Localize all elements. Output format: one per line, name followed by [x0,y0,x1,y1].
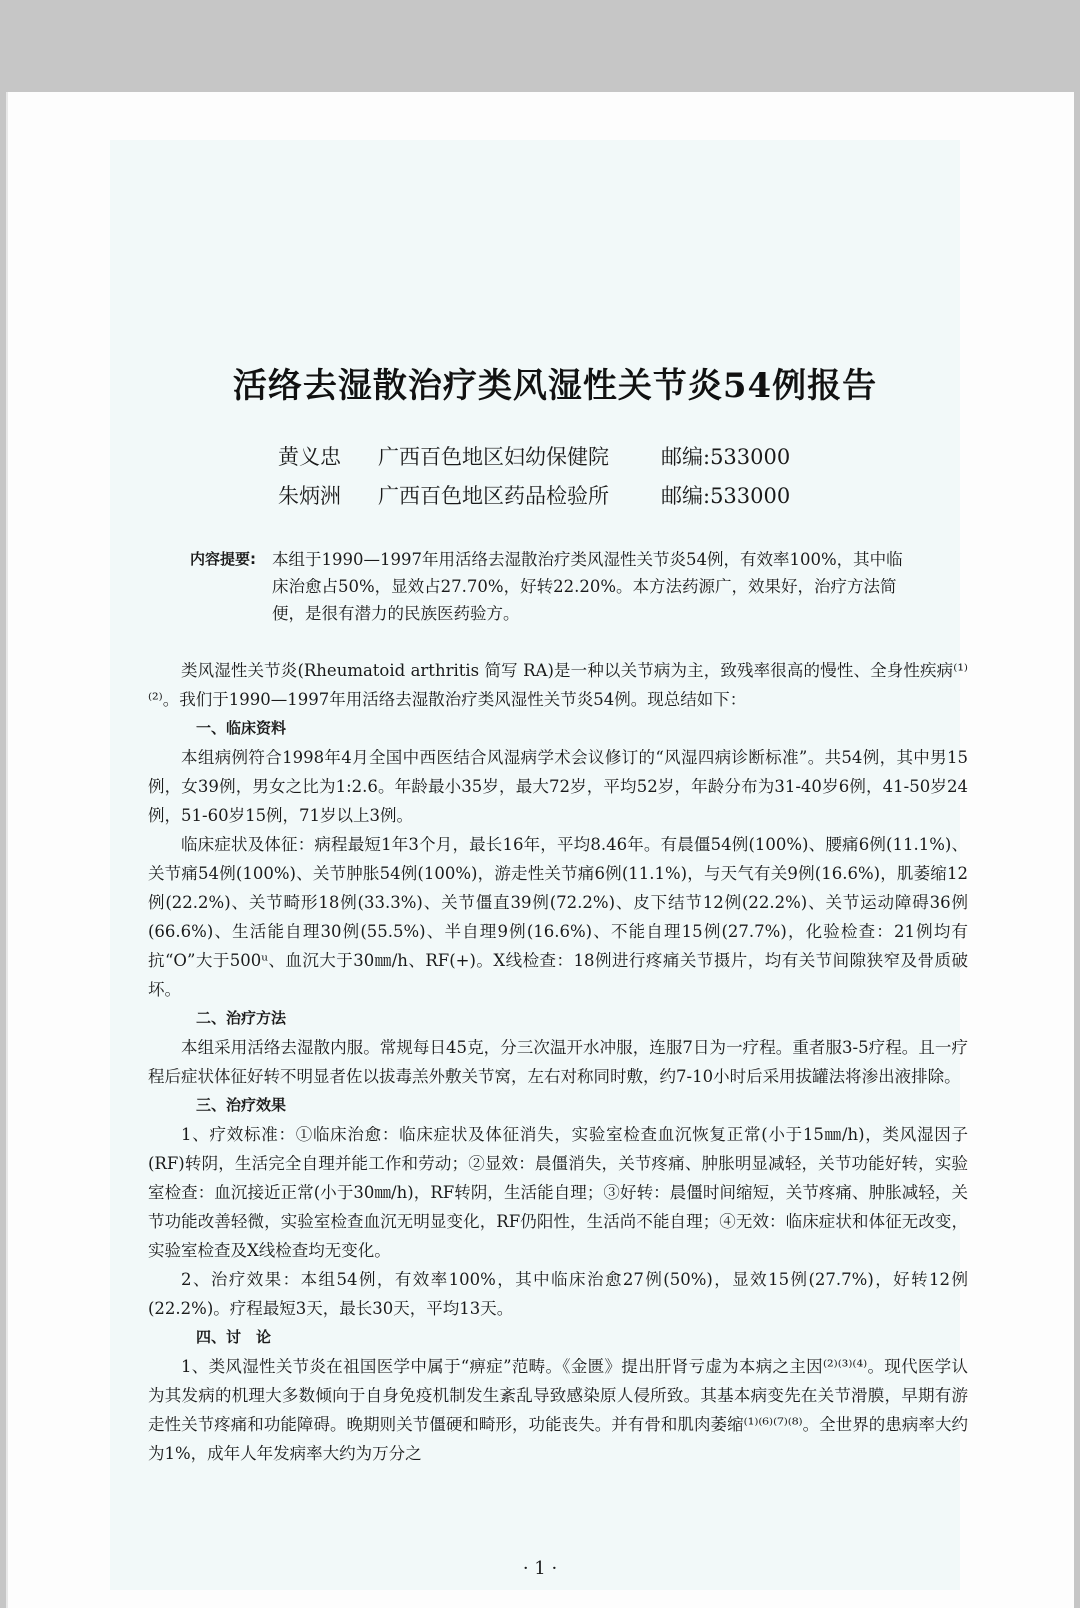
author-postcode: 邮编:533000 [661,484,791,508]
abstract-label: 内容提要: [190,550,256,568]
section-heading: 四、讨 论 [196,1328,272,1346]
author-name: 黄义忠 [278,445,341,469]
abstract [190,546,910,627]
author-institution: 广西百色地区药品检验所 [378,484,609,508]
paragraph: 本组病例符合1998年4月全国中西医结合风湿病学术会议修订的“风湿四病诊断标准”。共54例，其中男15例，女39例，男女之比为1:2.6。年龄最小35岁，最大72岁，平均52岁，年龄分布为31-40岁6例，41-50岁24例，51-60岁15例，71岁以上3例。 [148,748,968,825]
author-row [278,438,790,477]
section-heading: 二、治疗方法 [196,1009,287,1027]
section-heading: 三、治疗效果 [196,1096,287,1114]
paragraph: 临床症状及体征：病程最短1年3个月，最长16年，平均8.46年。有晨僵54例(100%)、腰痛6例(11.1%)、关节痛54例(100%)、关节肿胀54例(100%)，游走性关节痛6例(11.1%)，与天气有关9例(16.6%)，肌萎缩12例(22.2%)、关节畸形18例(33.3%)、关节僵直39例(72.2%)、皮下结节12例(22.2%)、关节运动障碍36例(66.6%)、生活能自理30例(55.5%)、半自理9例(16.6%)、不能自理15例(27.7%)，化验检查：21例均有抗“O”大于500ᵘ、血沉大于30㎜/h、RF(+)。X线检查：18例进行疼痛关节摄片，均有关节间隙狭窄及骨质破坏。 [148,835,968,999]
intro-paragraph: 类风湿性关节炎(Rheumatoid arthritis 简写 RA)是一种以关节病为主，致残率很高的慢性、全身性疾病⁽¹⁾⁽²⁾。我们于1990—1997年用活络去湿散治疗类风湿性关节炎54例。现总结如下： [148,661,968,709]
article-body [148,656,968,1468]
paragraph: 1、疗效标准：①临床治愈：临床症状及体征消失，实验室检查血沉恢复正常(小于15㎜/h)，类风湿因子(RF)转阴，生活完全自理并能工作和劳动；②显效：晨僵消失，关节疼痛、肿胀明显减轻，关节功能好转，实验室检查：血沉接近正常(小于30㎜/h)，RF转阴，生活能自理；③好转：晨僵时间缩短，关节疼痛、肿胀减轻，关节功能改善轻微，实验室检查血沉无明显变化，RF仍阳性，生活尚不能自理；④无效：临床症状和体征无改变，实验室检查及X线检查均无变化。 [148,1125,968,1260]
author-row [278,477,790,516]
author-institution: 广西百色地区妇幼保健院 [378,445,609,469]
page-number: · 1 · [522,1558,558,1579]
author-block [278,438,790,516]
paragraph: 1、类风湿性关节炎在祖国医学中属于“痹症”范畴。《金匮》提出肝肾亏虚为本病之主因⁽²⁾⁽³⁾⁽⁴⁾。现代医学认为其发病的机理大多数倾向于自身免疫机制发生紊乱导致感染原人侵所致。其基本病变先在关节滑膜，早期有游走性关节疼痛和功能障碍。晚期则关节僵硬和畸形，功能丧失。并有骨和肌肉萎缩⁽¹⁾⁽⁶⁾⁽⁷⁾⁽⁸⁾。全世界的患病率大约为1%，成年人年发病率大约为万分之 [148,1357,968,1463]
section-heading: 一、临床资料 [196,719,287,737]
paragraph: 2、治疗效果：本组54例，有效率100%，其中临床治愈27例(50%)，显效15例(27.7%)，好转12例(22.2%)。疗程最短3天，最长30天，平均13天。 [148,1270,968,1318]
author-postcode: 邮编:533000 [661,445,791,469]
paragraph: 本组采用活络去湿散内服。常规每日45克，分三次温开水冲服，连服7日为一疗程。重者服3-5疗程。且一疗程后症状体征好转不明显者佐以拔毒羔外敷关节窝，左右对称同时敷，约7-10小时后采用拔罐法将渗出液排除。 [148,1038,968,1086]
abstract-text: 本组于1990—1997年用活络去湿散治疗类风湿性关节炎54例，有效率100%，其中临床治愈占50%，显效占27.70%，好转22.20%。本方法药源广，效果好，治疗方法简便，是很有潜力的民族医药验方。 [272,550,903,623]
author-name: 朱炳洲 [278,484,341,508]
article-title: 活络去湿散治疗类风湿性关节炎54例报告 [232,366,878,406]
